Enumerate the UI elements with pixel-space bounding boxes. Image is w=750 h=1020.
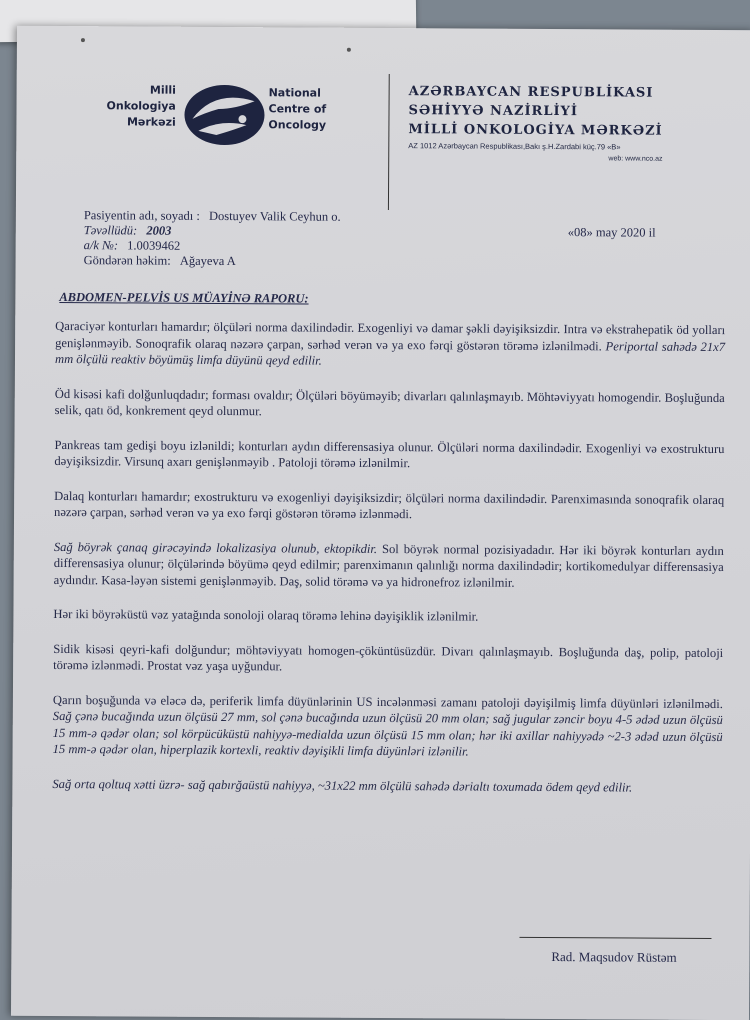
org-center: MİLLİ ONKOLOGİYA MƏRKƏZİ: [408, 122, 663, 139]
kidney-note: Sağ böyrək çanaq girəcəyində lokalizasiya olunub, ektopikdir.: [53, 539, 378, 556]
logo-line: National: [268, 86, 321, 100]
radiologist-signature: Rad. Maqsudov Rüstəm: [551, 949, 677, 965]
lymph-node-note: Sağ çənə bucağında uzun ölçüsü 27 mm, sol çənə bucağında uzun ölçüsü 20 mm olan; sağ jugular zəncir boyu 4-5 ədəd uzun ölçüsü 15 mm-ə qədər olan; sol körpücüküstü nahiyyə-medialda uzun ölçüsü 15 mm olan; hər iki axillar nahiyyədə ~2-3 ədəd uzun ölçüsü 15 mm-ə qədər olan, hiperplazik kortexli, reaktiv dəyişikli limfa düyünləri izlənilir.: [52, 708, 723, 759]
logo-line: Onkologiya: [106, 99, 176, 113]
birth-value: 2003: [146, 223, 172, 238]
card-label: a/k №:: [83, 238, 119, 253]
card-value: 1.0039462: [127, 238, 181, 253]
logo-line: Oncology: [268, 118, 327, 132]
patient-info: [84, 208, 341, 270]
patient-name-row: [84, 208, 341, 225]
staple-hole: [347, 48, 351, 52]
liver-paragraph: Qaraciyər konturları hamardır; ölçüləri norma daxilindədir. Exogenliyi və damar şəkli dəyişiksizdir. Intra və ekstrahepatik öd yolları genişlənməyib. Sonoqrafik olaraq nəzərə çarpan, sərhəd verən və ya exo fərqi göstərən törəmə izlənilmədi. Periportal sahədə 21x7 mm ölçülü reaktiv böyümüş limfa düyünü qeyd edilir.: [54, 318, 726, 368]
report-body: [52, 318, 725, 814]
pancreas-paragraph: Pankreas tam gedişi boyu izlənildi; konturları aydın differensasiya olunur. Ölçüləri norma daxilindədir. Exogenliyi və exostrukturu dəyişiksizdir. Virsunq axarı genişlənməyib . Patoloji törəmə izlənilmir.: [54, 437, 725, 471]
report-sheet: [11, 26, 750, 1020]
patient-birth-row: [84, 223, 341, 240]
axillary-note: Sağ orta qoltuq xətti üzrə- sağ qabırğaüstü nahiyyə, ~31x22 mm ölçülü sahədə dərialtı toxumada ödem qeyd edilir.: [52, 776, 633, 795]
logo-line: Centre of: [268, 102, 327, 116]
gallbladder-paragraph: Öd kisəsi kafi dolğunluqdadır; forması ovaldır; Ölçüləri böyüməyib; divarları qalınlaşmayıb. Möhtəviyyatı homogendir. Boşluğunda selik, qatı öd, konkrement qeyd olunmur.: [54, 386, 725, 419]
header-divider: [388, 74, 390, 210]
doctor-label: Göndərən həkim:: [83, 253, 171, 268]
org-website: web: www.nco.az: [608, 155, 663, 163]
logo-text-en: [268, 85, 326, 133]
birth-label: Təvəllüdü:: [83, 223, 138, 238]
spleen-paragraph: Dalaq konturları hamardır; exostrukturu və exogenliyi dəyişiksizdir; ölçüləri norma daxilindədir. Parenximasında sonoqrafik olaraq nəzərə çarpan, sərhəd verən və ya exo fərqi göstərən törəmə izlənmədi.: [54, 488, 725, 522]
patient-name-label: Pasiyentin adı, soyadı :: [83, 208, 200, 223]
org-republic: AZƏRBAYCAN RESPUBLİKASI: [408, 84, 654, 101]
kidney-paragraph: Sağ böyrək çanaq girəcəyində lokalizasiya olunub, ektopikdir. Sol böyrək normal pozisiyadadır. Hər iki böyrək konturları aydın differensasiya olunur; ölçülərində böyümə qeyd edilmir; parenximanın qalınlığı norma daxilindədir; kortikomedulyar differensasiya aydındır. Kasa-ləyən sistemi genişlənməyib. Daş, solid törəmə və ya hidronefroz izlənilmir.: [53, 539, 724, 590]
oncology-center-emblem-icon: [174, 79, 270, 150]
signature-line: [519, 937, 711, 939]
axillary-paragraph: [52, 775, 722, 796]
logo-text-az: [106, 82, 176, 130]
doctor-value: Ağayeva A: [179, 253, 236, 269]
logo-line: Milli: [149, 83, 177, 97]
bladder-paragraph: Sidik kisəsi qeyri-kafi dolğundur; möhtəviyyatı homogen-çöküntüsüzdür. Divarı qalınlaşmayıb. Boşluğunda daş, polip, patoloji törəmə izlənmədi. Prostat vəz yaşa uyğundur.: [53, 641, 724, 674]
report-date: «08» may 2020 il: [567, 225, 656, 240]
adrenal-paragraph: Hər iki böyrəküstü vəz yatağında sonoloji olaraq törəmə lehinə dəyişiklik izlənilmir.: [53, 606, 479, 624]
staple-hole: [81, 38, 85, 42]
logo-line: Mərkəzi: [126, 115, 176, 129]
report-title: ABDOMEN-PELVİS US MÜAYİNƏ RAPORU:: [59, 290, 309, 306]
organization-block: [408, 84, 663, 163]
org-ministry: SƏHİYYƏ NAZİRLİYİ: [408, 103, 578, 120]
org-address: AZ 1012 Azərbaycan Respublikası,Bakı ş.H.Zardabi küç.79 «B»: [408, 141, 621, 152]
liver-note: Periportal sahədə 21x7 mm ölçülü reaktiv böyümüş limfa düyünü qeyd edilir.: [54, 338, 726, 368]
patient-name-value: Dostuyev Valik Ceyhun o.: [208, 208, 341, 224]
referring-doctor-row: [84, 253, 341, 270]
lymph-node-paragraph: Qarın boşuğunda və eləcə də, periferik limfa düyünlərinin US incələnməsi zamanı patoloji dəyişilmiş limfa düyünləri izlənilmədi. Sağ çənə bucağında uzun ölçüsü 27 mm, sol çənə bucağında uzun ölçüsü 20 mm olan; sağ jugular zəncir boyu 4-5 ədəd uzun ölçüsü 15 mm-ə qədər olan; sol körpücüküstü nahiyyə-medialda uzun ölçüsü 15 mm olan; hər iki axillar nahiyyədə ~2-3 ədəd uzun ölçüsü 15 mm-ə qədər olan, hiperplazik kortexli, reaktiv dəyişikli limfa düyünləri izlənilir.: [52, 692, 723, 759]
patient-card-row: [84, 238, 341, 255]
